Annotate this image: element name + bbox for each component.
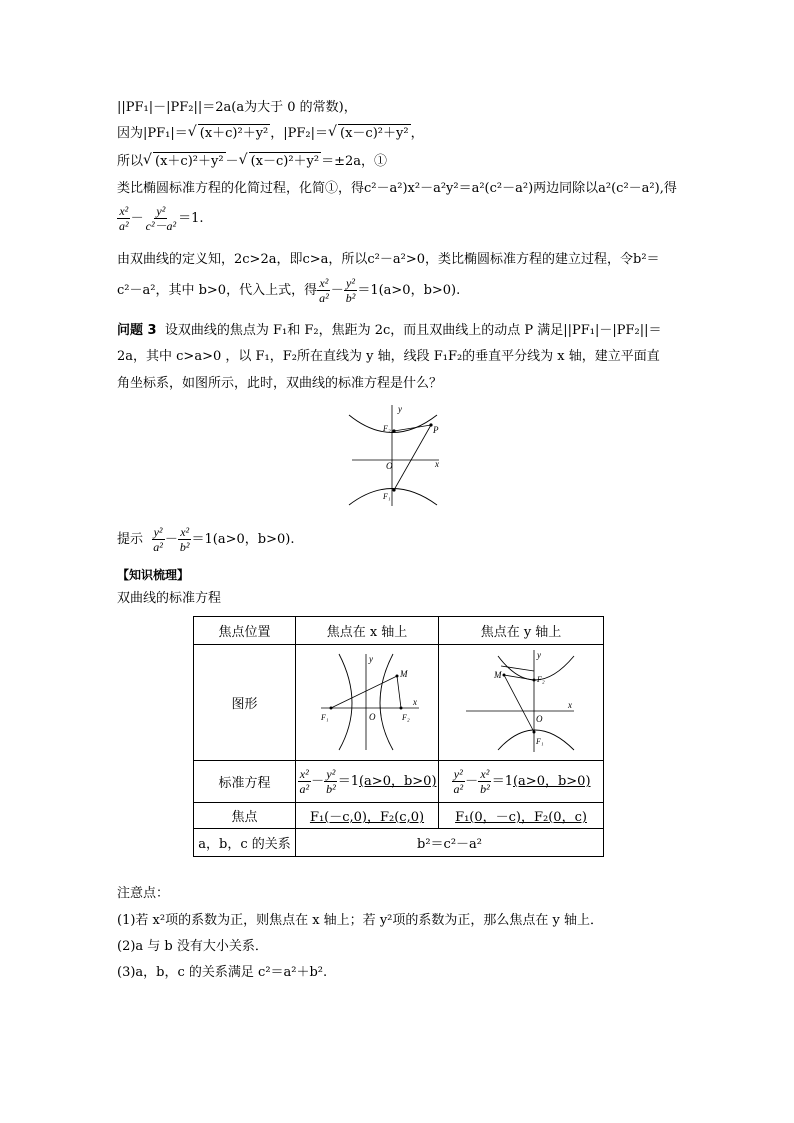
question-3-line-3: 角坐标系，如图所示，此时，双曲线的标准方程是什么？ bbox=[117, 376, 443, 391]
standard-equation-line: c²－a²，其中 b>0，代入上式，得 $\frac{\text{x²}}{\text{a²}}$ － $\frac{\text{y²}}{\text{b²}}$ ＝1(a>0，b>0). bbox=[117, 276, 461, 305]
foci-x-axis: F₁(－c,0)，F₂(c,0) bbox=[296, 803, 439, 829]
question-3-line-2: 2a，其中 c>a>0 ，以 F₁，F₂所在直线为 y 轴，线段 F₁F₂的垂直平分线为 x 轴，建立平面直 bbox=[117, 349, 660, 364]
fig2-origin-label: O bbox=[536, 713, 543, 724]
fig2-f2-label: F₂ bbox=[537, 674, 545, 684]
question-3-line-1: 问题 3 设双曲线的焦点为 F₁和 F₂，焦距为 2c，而且双曲线上的动点 P 满足||PF₁|－|PF₂||＝ bbox=[117, 323, 662, 338]
header-focus-position: 焦点位置 bbox=[194, 617, 296, 645]
equation-one: 所以√ (x＋c)²＋y² －√ (x－c)²＋y² ＝±2a，① bbox=[117, 152, 387, 171]
fig1-f2-label: F₂ bbox=[402, 712, 410, 722]
hyperbola-figure bbox=[347, 400, 447, 508]
foci-y-axis: F₁(0，－c)，F₂(0，c) bbox=[439, 803, 604, 829]
relation-value: b²＝c²－a² bbox=[296, 829, 604, 857]
fig1-origin-label: O bbox=[369, 711, 376, 722]
fig-x-label: x bbox=[435, 459, 439, 469]
simplification-text: 类比椭圆标准方程的化简过程，化简①，得c²－a²)x²－a²y²＝a²(c²－a²)两边同除以a²(c²－a²),得 bbox=[117, 181, 677, 196]
header-y-axis: 焦点在 y 轴上 bbox=[439, 617, 604, 645]
standard-equation-table bbox=[193, 616, 604, 857]
derived-equation: $\frac{\text{x²}}{\text{a²}}$ － $\frac{\text{y²}}{\text{c²－a²}}$ ＝1. bbox=[119, 204, 204, 233]
note-2: (2)a 与 b 没有大小关系． bbox=[117, 939, 268, 954]
equation-y-axis: $\frac{\text{y²}}{\text{a²}}$ － $\frac{\text{x²}}{\text{b²}}$ ＝1(a>0，b>0) bbox=[439, 761, 604, 803]
table-title: 双曲线的标准方程 bbox=[117, 591, 222, 606]
fig1-f1-label: F₁ bbox=[321, 712, 329, 722]
equation-pf-distances: 因为|PF₁|＝√ (x＋c)²＋y² ，|PF₂|＝√ (x－c)²＋y² ， bbox=[117, 124, 424, 143]
row-label-figure: 图形 bbox=[194, 645, 296, 761]
row-label-relation: a，b，c 的关系 bbox=[194, 829, 296, 857]
fig2-f1-label: F₁ bbox=[536, 736, 544, 746]
note-1: (1)若 x²项的系数为正，则焦点在 x 轴上；若 y²项的系数为正，那么焦点在 y 轴上． bbox=[117, 913, 603, 928]
fig1-m-label: M bbox=[400, 668, 408, 679]
figure-x-axis-cell bbox=[296, 645, 439, 761]
fig-f1-label: F₁ bbox=[383, 492, 391, 501]
fig-p-label: P bbox=[433, 425, 439, 435]
fig2-m-label: M bbox=[494, 669, 502, 680]
header-x-axis: 焦点在 x 轴上 bbox=[296, 617, 439, 645]
fig-y-label: y bbox=[398, 404, 402, 414]
hint-line: 提示 $\frac{\text{y²}}{\text{a²}}$ － $\frac{\text{x²}}{\text{b²}}$ ＝1(a>0，b>0). bbox=[117, 525, 295, 554]
y-axis-hyperbola-figure bbox=[456, 646, 586, 756]
fig-origin-label: O bbox=[386, 461, 393, 471]
notes-title: 注意点： bbox=[117, 886, 170, 901]
fig1-x-label: x bbox=[413, 696, 417, 707]
figure-y-axis-cell bbox=[439, 645, 604, 761]
question-3-label: 问题 3 bbox=[117, 323, 157, 338]
row-label-equation: 标准方程 bbox=[194, 761, 296, 803]
hint-label: 提示 bbox=[117, 532, 144, 547]
equation-x-axis: $\frac{\text{x²}}{\text{a²}}$ － $\frac{\text{y²}}{\text{b²}}$ ＝1(a>0，b>0) bbox=[296, 761, 439, 803]
fig2-x-label: x bbox=[568, 699, 572, 710]
fig1-y-label: y bbox=[369, 653, 373, 664]
row-label-foci: 焦点 bbox=[194, 803, 296, 829]
section-heading: 【知识梳理】 bbox=[117, 568, 190, 582]
note-3: (3)a，b，c 的关系满足 c²＝a²＋b². bbox=[117, 965, 328, 980]
fig-f2-label: F₂ bbox=[383, 424, 391, 433]
equation-definition: ||PF₁|－|PF₂||＝2a(a为大于 0 的常数)， bbox=[117, 100, 357, 115]
fig2-y-label: y bbox=[537, 649, 541, 660]
x-axis-hyperbola-figure bbox=[307, 646, 427, 756]
definition-derivation: 由双曲线的定义知，2c>2a，即c>a，所以c²－a²>0，类比椭圆标准方程的建立过程，令b²＝ bbox=[117, 252, 660, 267]
